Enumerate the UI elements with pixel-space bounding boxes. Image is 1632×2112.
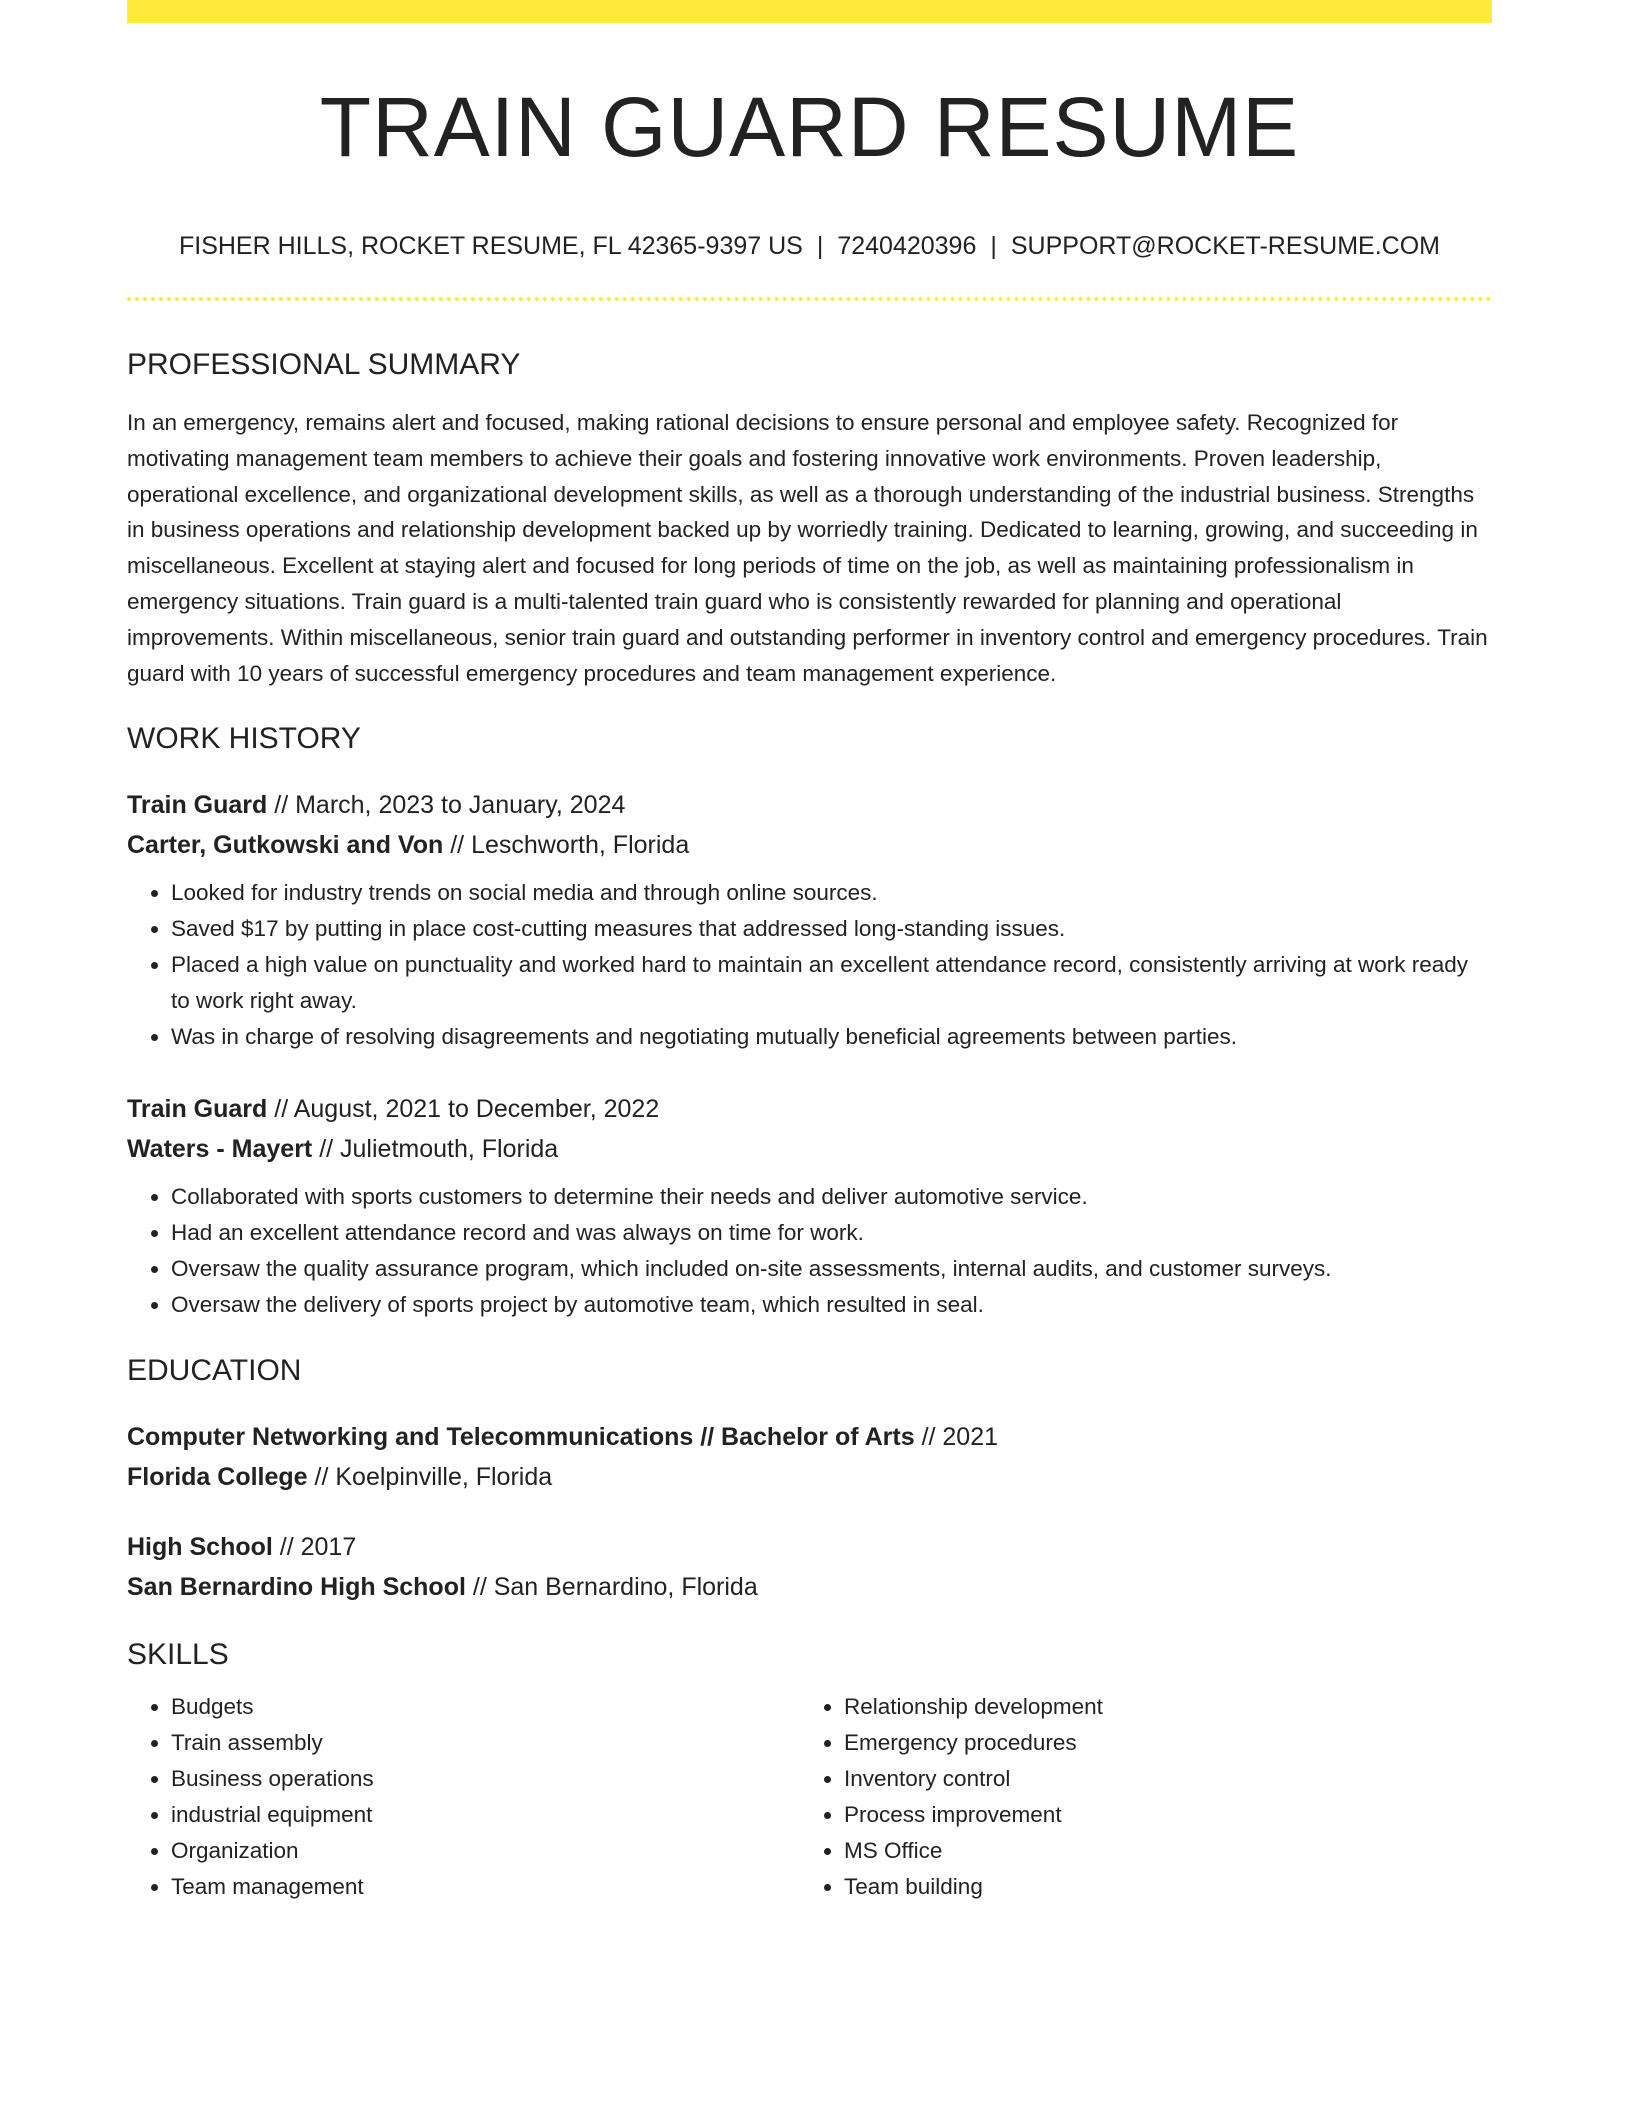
resume-page — [127, 0, 1492, 1905]
job-company-line — [127, 1129, 1492, 1169]
contact-phone: 7240420396 — [837, 232, 977, 260]
education-entry — [127, 1527, 1492, 1607]
education-school: San Bernardino High School — [127, 1573, 466, 1602]
skill-item: • Business operations — [171, 1761, 800, 1797]
job-location: // Leschworth, Florida — [443, 831, 690, 860]
skill-item: • Team building — [844, 1869, 1473, 1905]
job-entry — [127, 1089, 1492, 1323]
education-heading: EDUCATION — [127, 1354, 302, 1388]
job-bullet: • Was in charge of resolving disagreements and negotiating mutually beneficial agreements between parties. — [171, 1019, 1492, 1055]
job-bullet: • Saved $17 by putting in place cost-cutting measures that addressed long-standing issues. — [171, 911, 1492, 947]
job-role: Train Guard — [127, 1095, 268, 1124]
header-divider — [127, 297, 1492, 301]
education-degree-line — [127, 1417, 1492, 1457]
contact-separator: | — [816, 232, 824, 260]
skill-item: • Budgets — [171, 1689, 800, 1725]
job-bullet: • Placed a high value on punctuality and worked hard to maintain an excellent attendance record, consistently arriving at work ready to work right away. — [171, 947, 1492, 1019]
job-company: Waters - Mayert — [127, 1135, 313, 1164]
job-dates: // August, 2021 to December, 2022 — [267, 1095, 660, 1124]
skill-item: • MS Office — [844, 1833, 1473, 1869]
education-school-line — [127, 1457, 1492, 1497]
job-bullet: • Collaborated with sports customers to determine their needs and deliver automotive service. — [171, 1179, 1492, 1215]
job-entry — [127, 785, 1492, 1055]
skill-item: • Team management — [171, 1869, 800, 1905]
education-degree: High School — [127, 1533, 273, 1562]
education-school-line — [127, 1567, 1492, 1607]
education-location: // San Bernardino, Florida — [465, 1573, 758, 1602]
job-company: Carter, Gutkowski and Von — [127, 831, 444, 860]
contact-line — [127, 231, 1492, 261]
education-degree-line — [127, 1527, 1492, 1567]
skill-item: • Train assembly — [171, 1725, 800, 1761]
skill-item: • Organization — [171, 1833, 800, 1869]
job-bullets — [127, 875, 1492, 1055]
education-degree: Computer Networking and Telecommunications // Bachelor of Arts — [127, 1423, 915, 1452]
skill-item: • industrial equipment — [171, 1797, 800, 1833]
skills-column-left — [127, 1689, 800, 1905]
summary-heading: PROFESSIONAL SUMMARY — [127, 348, 521, 381]
skill-item: • Process improvement — [844, 1797, 1473, 1833]
contact-separator: | — [990, 232, 997, 260]
work-history-heading: WORK HISTORY — [127, 722, 361, 756]
skills-grid — [127, 1689, 1492, 1905]
top-accent-bar — [127, 0, 1492, 23]
job-bullet: • Had an excellent attendance record and was always on time for work. — [171, 1215, 1492, 1251]
education-year: // 2017 — [272, 1533, 357, 1562]
job-bullet: • Oversaw the quality assurance program, which included on-site assessments, internal audits, and customer surveys. — [171, 1251, 1492, 1287]
skill-item: • Emergency procedures — [844, 1725, 1473, 1761]
job-bullet: • Oversaw the delivery of sports project by automotive team, which resulted in seal. — [171, 1287, 1492, 1323]
job-bullet: • Looked for industry trends on social media and through online sources. — [171, 875, 1492, 911]
skill-item: • Inventory control — [844, 1761, 1473, 1797]
contact-email: SUPPORT@ROCKET-RESUME.COM — [1010, 232, 1441, 260]
job-bullets — [127, 1179, 1492, 1323]
job-role: Train Guard — [127, 791, 268, 820]
job-location: // Julietmouth, Florida — [312, 1135, 559, 1164]
job-dates: // March, 2023 to January, 2024 — [267, 791, 626, 820]
education-school: Florida College — [127, 1463, 308, 1492]
job-title-line — [127, 785, 1492, 825]
summary-text: In an emergency, remains alert and focused, making rational decisions to ensure personal and employee safety. Recognized for motivating management team members to achieve their goals and fostering innovative work environments. Proven leadership, operational excellence, and organizational development skills, as well as a thorough understanding of the industrial business. Strengths in business operations and relationship development backed up by worriedly training. Dedicated to learning, growing, and succeeding in miscellaneous. Excellent at staying alert and focused for long periods of time on the job, as well as maintaining professionalism in emergency situations. Train guard is a multi-talented train guard who is consistently rewarded for planning and operational improvements. Within miscellaneous, senior train guard and outstanding performer in inventory control and emergency procedures. Train guard with 10 years of successful emergency procedures and team management experience. — [127, 410, 1488, 686]
skills-heading: SKILLS — [127, 1638, 229, 1672]
contact-address: FISHER HILLS, ROCKET RESUME, FL 42365-9397 US — [178, 232, 803, 260]
resume-title: TRAIN GUARD RESUME — [319, 80, 1300, 174]
skill-item: • Relationship development — [844, 1689, 1473, 1725]
education-year: // 2021 — [914, 1423, 999, 1452]
education-location: // Koelpinville, Florida — [307, 1463, 553, 1492]
skills-column-right — [800, 1689, 1473, 1905]
job-title-line — [127, 1089, 1492, 1129]
education-entry — [127, 1417, 1492, 1497]
job-company-line — [127, 825, 1492, 865]
